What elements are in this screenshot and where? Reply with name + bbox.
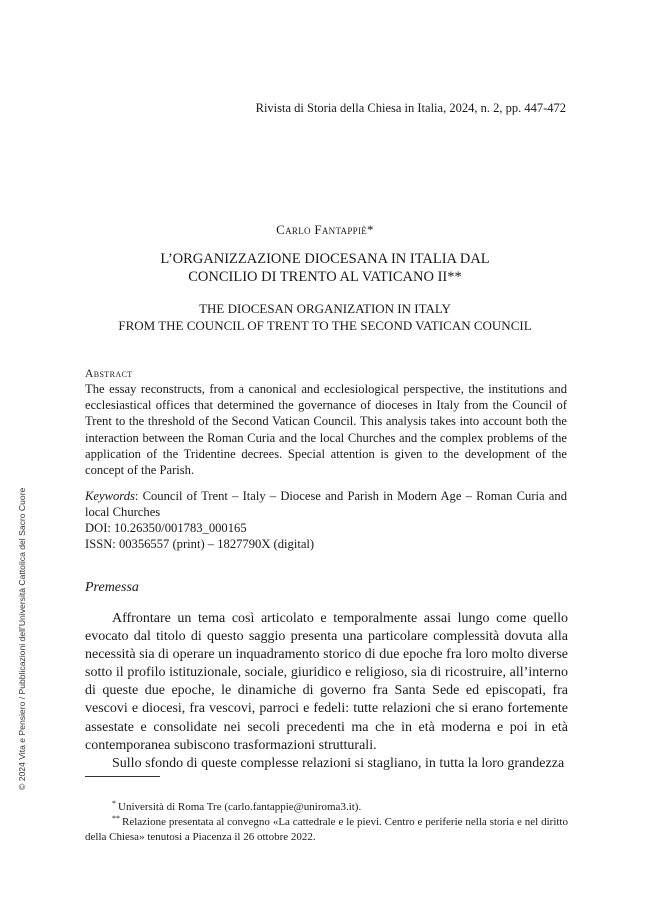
title-italian bbox=[0, 250, 650, 286]
running-head: Rivista di Storia della Chiesa in Italia, 2024, n. 2, pp. 447-472 bbox=[255, 101, 566, 115]
footnote-2-mark: ** bbox=[112, 814, 120, 823]
footnote-1-mark: * bbox=[112, 799, 116, 808]
body-text bbox=[85, 610, 568, 773]
footnote-2-text: Relazione presentata al convegno «La cattedrale e le pievi. Centro e periferie nella storia e nel diritto della Chiesa» tenutosi a Piacenza il 26 ottobre 2022. bbox=[85, 816, 568, 843]
issn: ISSN: 00356557 (print) – 1827790X (digital) bbox=[85, 537, 315, 551]
title-italian-line-1: L’ORGANIZZAZIONE DIOCESANA IN ITALIA DAL bbox=[160, 251, 490, 267]
keywords-label: Keywords bbox=[85, 489, 135, 503]
doi: DOI: 10.26350/001783_000165 bbox=[85, 521, 247, 535]
title-italian-line-2: CONCILIO DI TRENTO AL VATICANO II** bbox=[188, 269, 462, 285]
section-heading: Premessa bbox=[85, 580, 139, 595]
keywords bbox=[85, 488, 567, 520]
author-name: Carlo Fantappiè* bbox=[276, 222, 374, 237]
abstract-text: The essay reconstructs, from a canonical and ecclesiological perspective, the institutions and ecclesiastical offices that determined the governance of dioceses in Italy from the Council of Trent to the threshold of the Second Vatican Council. This analysis takes into account both the interaction between the Roman Curia and the local Churches and the complex problems of the application of the Tridentine decrees. Special attention is given to the development of the concept of the Parish. bbox=[85, 382, 567, 478]
title-english bbox=[0, 300, 650, 334]
paragraph-2: Sullo sfondo di queste complesse relazioni si stagliano, in tutta la loro grandezza bbox=[112, 755, 565, 771]
paragraph-1: Affrontare un tema così articolato e temporalmente assai lungo come quello evocato dal titolo di questo saggio presenta una particolare complessità dovuta alla necessità sia di operare un inquadramento storico di due epoche fra loro molto diverse sotto il profilo istituzionale, sociale, giuridico e religioso, sia di ricostruire, all’interno di queste due epoche, le dinamiche di governo fra Santa Sede ed episcopati, fra vescovi e diocesi, fra vescovi, parroci e fedeli: tutte relazioni che si erano fortemente assestate e consolidate nei secoli precedenti ma che in età moderna e poi in età contemporanea subiscono trasformazioni strutturali. bbox=[85, 611, 568, 753]
title-english-line-1: THE DIOCESAN ORGANIZATION IN ITALY bbox=[199, 301, 451, 316]
abstract-heading: Abstract bbox=[85, 368, 133, 380]
keywords-text: : Council of Trent – Italy – Diocese and Parish in Modern Age – Roman Curia and local Churches bbox=[85, 489, 567, 520]
footnote-rule bbox=[85, 776, 160, 777]
side-copyright: © 2024 Vita e Pensiero / Pubblicazioni dell’Università Cattolica del Sacro Cuore bbox=[17, 487, 27, 790]
footnote-1-text: Università di Roma Tre (carlo.fantappie@uniroma3.it). bbox=[118, 801, 362, 813]
title-english-line-2: FROM THE COUNCIL OF TRENT TO THE SECOND VATICAN COUNCIL bbox=[118, 318, 532, 333]
footnote-2 bbox=[85, 812, 568, 844]
